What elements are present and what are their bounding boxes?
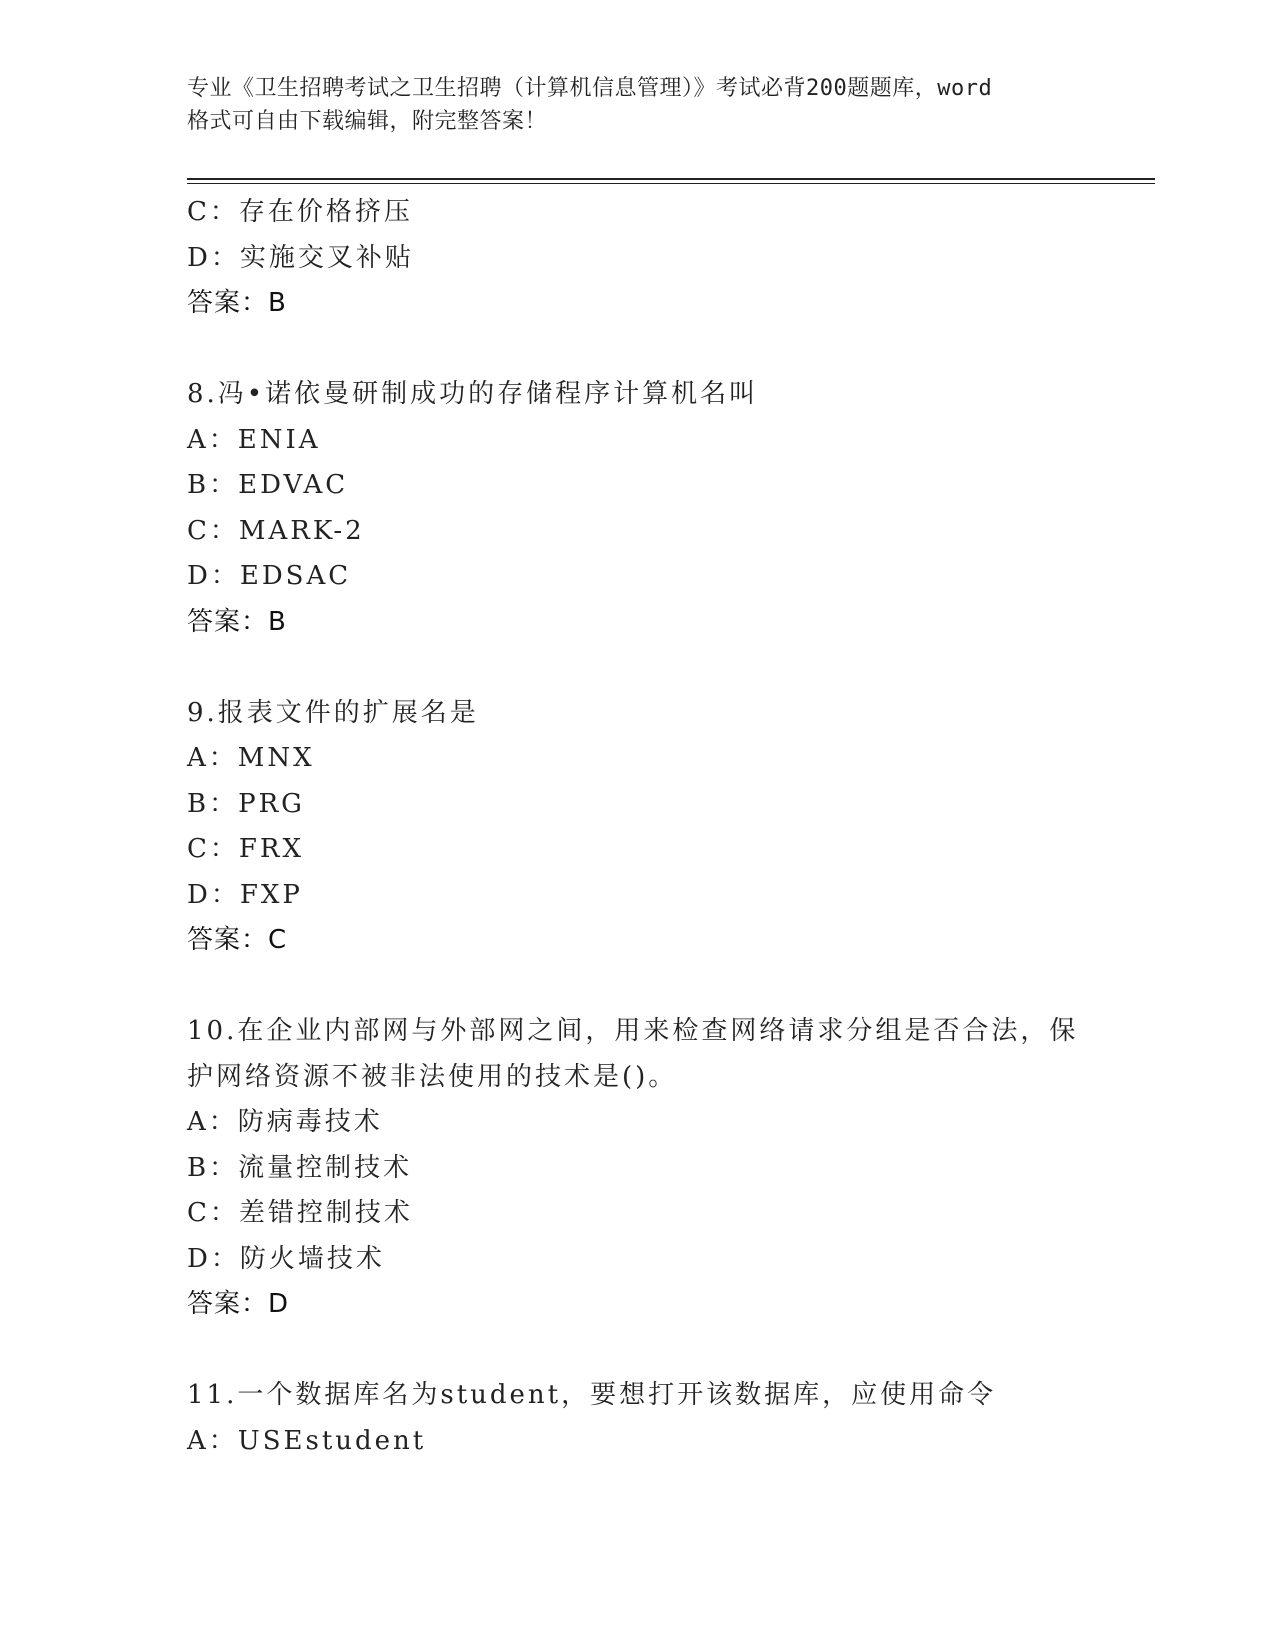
question-text-line-2: 护网络资源不被非法使用的技术是()。: [187, 1061, 678, 1092]
option-b: B：EDVAC: [187, 470, 349, 500]
question-text: 11.一个数据库名为student，要想打开该数据库，应使用命令: [187, 1380, 997, 1410]
answer-label: 答案：B: [187, 288, 287, 318]
header-line-2: 格式可自由下载编辑，附完整答案！: [187, 109, 548, 134]
question-list: [187, 190, 1087, 1464]
option-c: C：FRX: [187, 834, 305, 864]
option-d: D：FXP: [187, 879, 303, 910]
option-c: C：MARK-2: [187, 515, 365, 546]
option-b: B：流量控制技术: [187, 1152, 413, 1183]
header-line-1: 专业《卫生招聘考试之卫生招聘（计算机信息管理）》考试必背200题题库，word: [187, 76, 993, 101]
question-text-line-1: 10.在企业内部网与外部网之间，用来检查网络请求分组是否合法，保: [187, 1016, 1079, 1046]
header-divider-thin: [187, 183, 1155, 184]
option-b: B：PRG: [187, 788, 305, 819]
option-d: D：EDSAC: [187, 561, 352, 591]
option-a: A：防病毒技术: [187, 1107, 383, 1137]
spacer: [187, 327, 1087, 373]
option-a: A：ENIA: [187, 424, 321, 455]
answer-label: 答案：B: [187, 606, 287, 637]
document-header: [187, 72, 1087, 138]
question-text: 8.冯•诺依曼研制成功的存储程序计算机名叫: [187, 379, 759, 409]
spacer: [187, 645, 1087, 691]
option-d: D：防火墙技术: [187, 1243, 385, 1274]
option-a: A：MNX: [187, 743, 315, 773]
option-a: A：USEstudent: [187, 1425, 427, 1456]
option-c: C：差错控制技术: [187, 1198, 413, 1228]
question-text: 9.报表文件的扩展名是: [187, 697, 479, 728]
option-d: D：实施交叉补贴: [187, 242, 414, 273]
answer-label: 答案：C: [187, 925, 288, 955]
header-divider-thick: [187, 178, 1155, 180]
spacer: [187, 1328, 1087, 1374]
option-c: C：存在价格挤压: [187, 197, 413, 227]
answer-label: 答案：D: [187, 1289, 290, 1319]
spacer: [187, 964, 1087, 1010]
